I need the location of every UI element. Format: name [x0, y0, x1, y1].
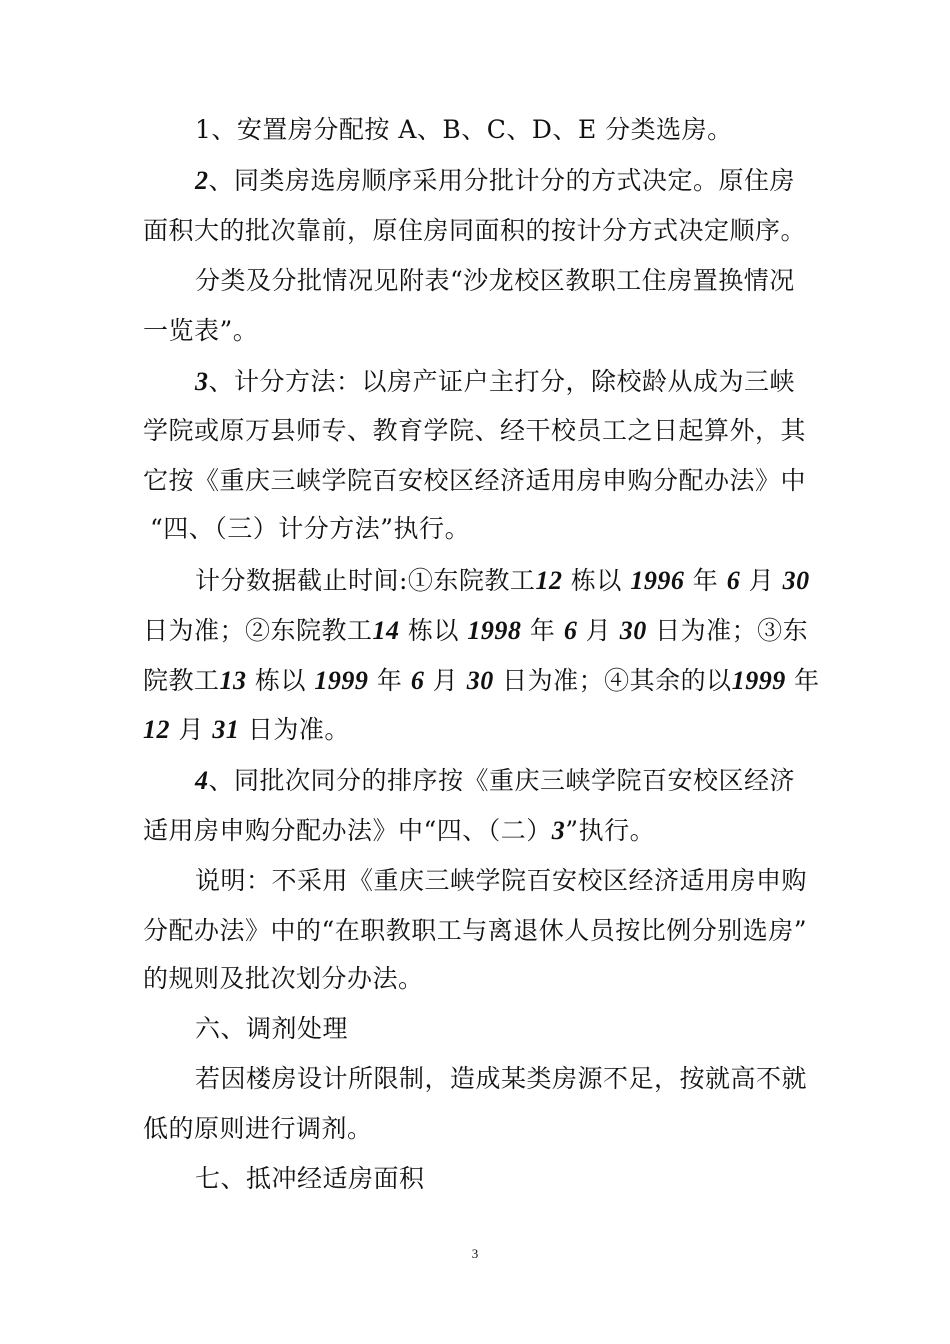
text-line-2: [195, 164, 795, 198]
text-segment: 月: [740, 566, 783, 595]
text-segment: 月: [424, 666, 467, 695]
text-segment: 面积大的批次靠前，原住房同面积的按计分方式决定顺序。: [143, 216, 807, 245]
text-segment: 计分数据截止时间:①东院教工: [195, 566, 536, 595]
text-line-8: [143, 464, 806, 498]
text-segment: 的规则及批次划分办法。: [143, 964, 424, 993]
text-segment: “四、（三）计分方法”执行。: [150, 514, 471, 543]
bold-number: 30: [782, 566, 810, 595]
text-segment: 低的原则进行调剂。: [143, 1114, 373, 1143]
bold-number: 6: [410, 666, 425, 695]
text-segment: 栋以: [246, 666, 315, 695]
bold-number: 3: [195, 367, 209, 396]
text-line-3: [143, 214, 806, 248]
text-segment: 日为准。: [239, 715, 350, 744]
bold-number: 30: [466, 666, 494, 695]
text-line-10: [195, 564, 810, 598]
text-segment: 、计分方法：以房产证户主打分，除校龄从成为三峡: [208, 367, 796, 396]
text-segment: 它按《重庆三峡学院百安校区经济适用房申购分配办法》中: [143, 466, 807, 495]
text-segment: 若因楼房设计所限制，造成某类房源不足，按就高不就: [195, 1064, 808, 1093]
text-segment: 1、安置房分配按 A、B、C、D、E 分类选房。: [195, 115, 733, 144]
text-line-1: [195, 113, 733, 147]
bold-number: 6: [563, 616, 578, 645]
text-line-6: [195, 365, 795, 399]
text-line-5: [143, 314, 258, 348]
text-segment: ”执行。: [565, 816, 656, 845]
text-segment: 日为准；④其余的以: [493, 666, 732, 695]
text-segment: 年: [368, 666, 411, 695]
text-line-22: [195, 1162, 425, 1196]
bold-number: 1999: [731, 666, 786, 695]
text-segment: 年: [521, 616, 564, 645]
text-line-21: [143, 1112, 373, 1146]
text-line-9: [150, 512, 470, 546]
bold-number: 3: [551, 816, 566, 845]
bold-number: 14: [372, 616, 400, 645]
bold-number: 4: [195, 766, 209, 795]
text-segment: 院教工: [143, 666, 220, 695]
bold-number: 6: [726, 566, 741, 595]
text-line-7: [143, 414, 806, 448]
text-segment: 学院或原万县师专、教育学院、经干校员工之日起算外，其: [143, 416, 807, 445]
text-line-18: [143, 962, 424, 996]
text-line-15: [143, 814, 655, 848]
text-segment: 栋以: [399, 616, 468, 645]
text-segment: 一览表”。: [143, 316, 259, 345]
text-segment: 、同批次同分的排序按《重庆三峡学院百安校区经济: [208, 766, 796, 795]
text-segment: 年: [684, 566, 727, 595]
bold-number: 1996: [630, 566, 685, 595]
text-line-12: [143, 664, 820, 698]
text-segment: 七、抵冲经适房面积: [195, 1164, 425, 1193]
text-line-20: [195, 1062, 807, 1096]
text-line-19: [195, 1012, 348, 1046]
text-segment: 年: [785, 666, 820, 695]
bold-number: 12: [535, 566, 563, 595]
text-segment: 适用房申购分配办法》中“四、（二）: [143, 816, 552, 845]
bold-number: 1999: [314, 666, 369, 695]
text-segment: 六、调剂处理: [195, 1014, 349, 1043]
text-line-4: [195, 264, 795, 298]
text-segment: 分配办法》中的“在职教职工与离退休人员按比例分别选房”: [143, 916, 808, 945]
bold-number: 31: [212, 715, 240, 744]
bold-number: 30: [619, 616, 647, 645]
page-number: 3: [471, 1246, 479, 1261]
text-line-17: [143, 914, 807, 948]
text-segment: 日为准；③东: [646, 616, 809, 645]
text-segment: 说明：不采用《重庆三峡学院百安校区经济适用房申购: [195, 866, 808, 895]
text-segment: 分类及分批情况见附表“沙龙校区教职工住房置换情况: [195, 266, 795, 295]
text-segment: 月: [577, 616, 620, 645]
text-segment: 栋以: [562, 566, 631, 595]
bold-number: 2: [195, 166, 209, 195]
bold-number: 13: [219, 666, 247, 695]
bold-number: 1998: [467, 616, 522, 645]
text-segment: 日为准；②东院教工: [143, 616, 373, 645]
text-line-11: [143, 614, 808, 648]
text-line-14: [195, 764, 795, 798]
text-segment: 、同类房选房顺序采用分批计分的方式决定。原住房: [208, 166, 796, 195]
bold-number: 12: [143, 715, 170, 744]
text-line-13: [143, 713, 350, 747]
text-segment: 月: [170, 715, 213, 744]
text-line-16: [195, 864, 807, 898]
